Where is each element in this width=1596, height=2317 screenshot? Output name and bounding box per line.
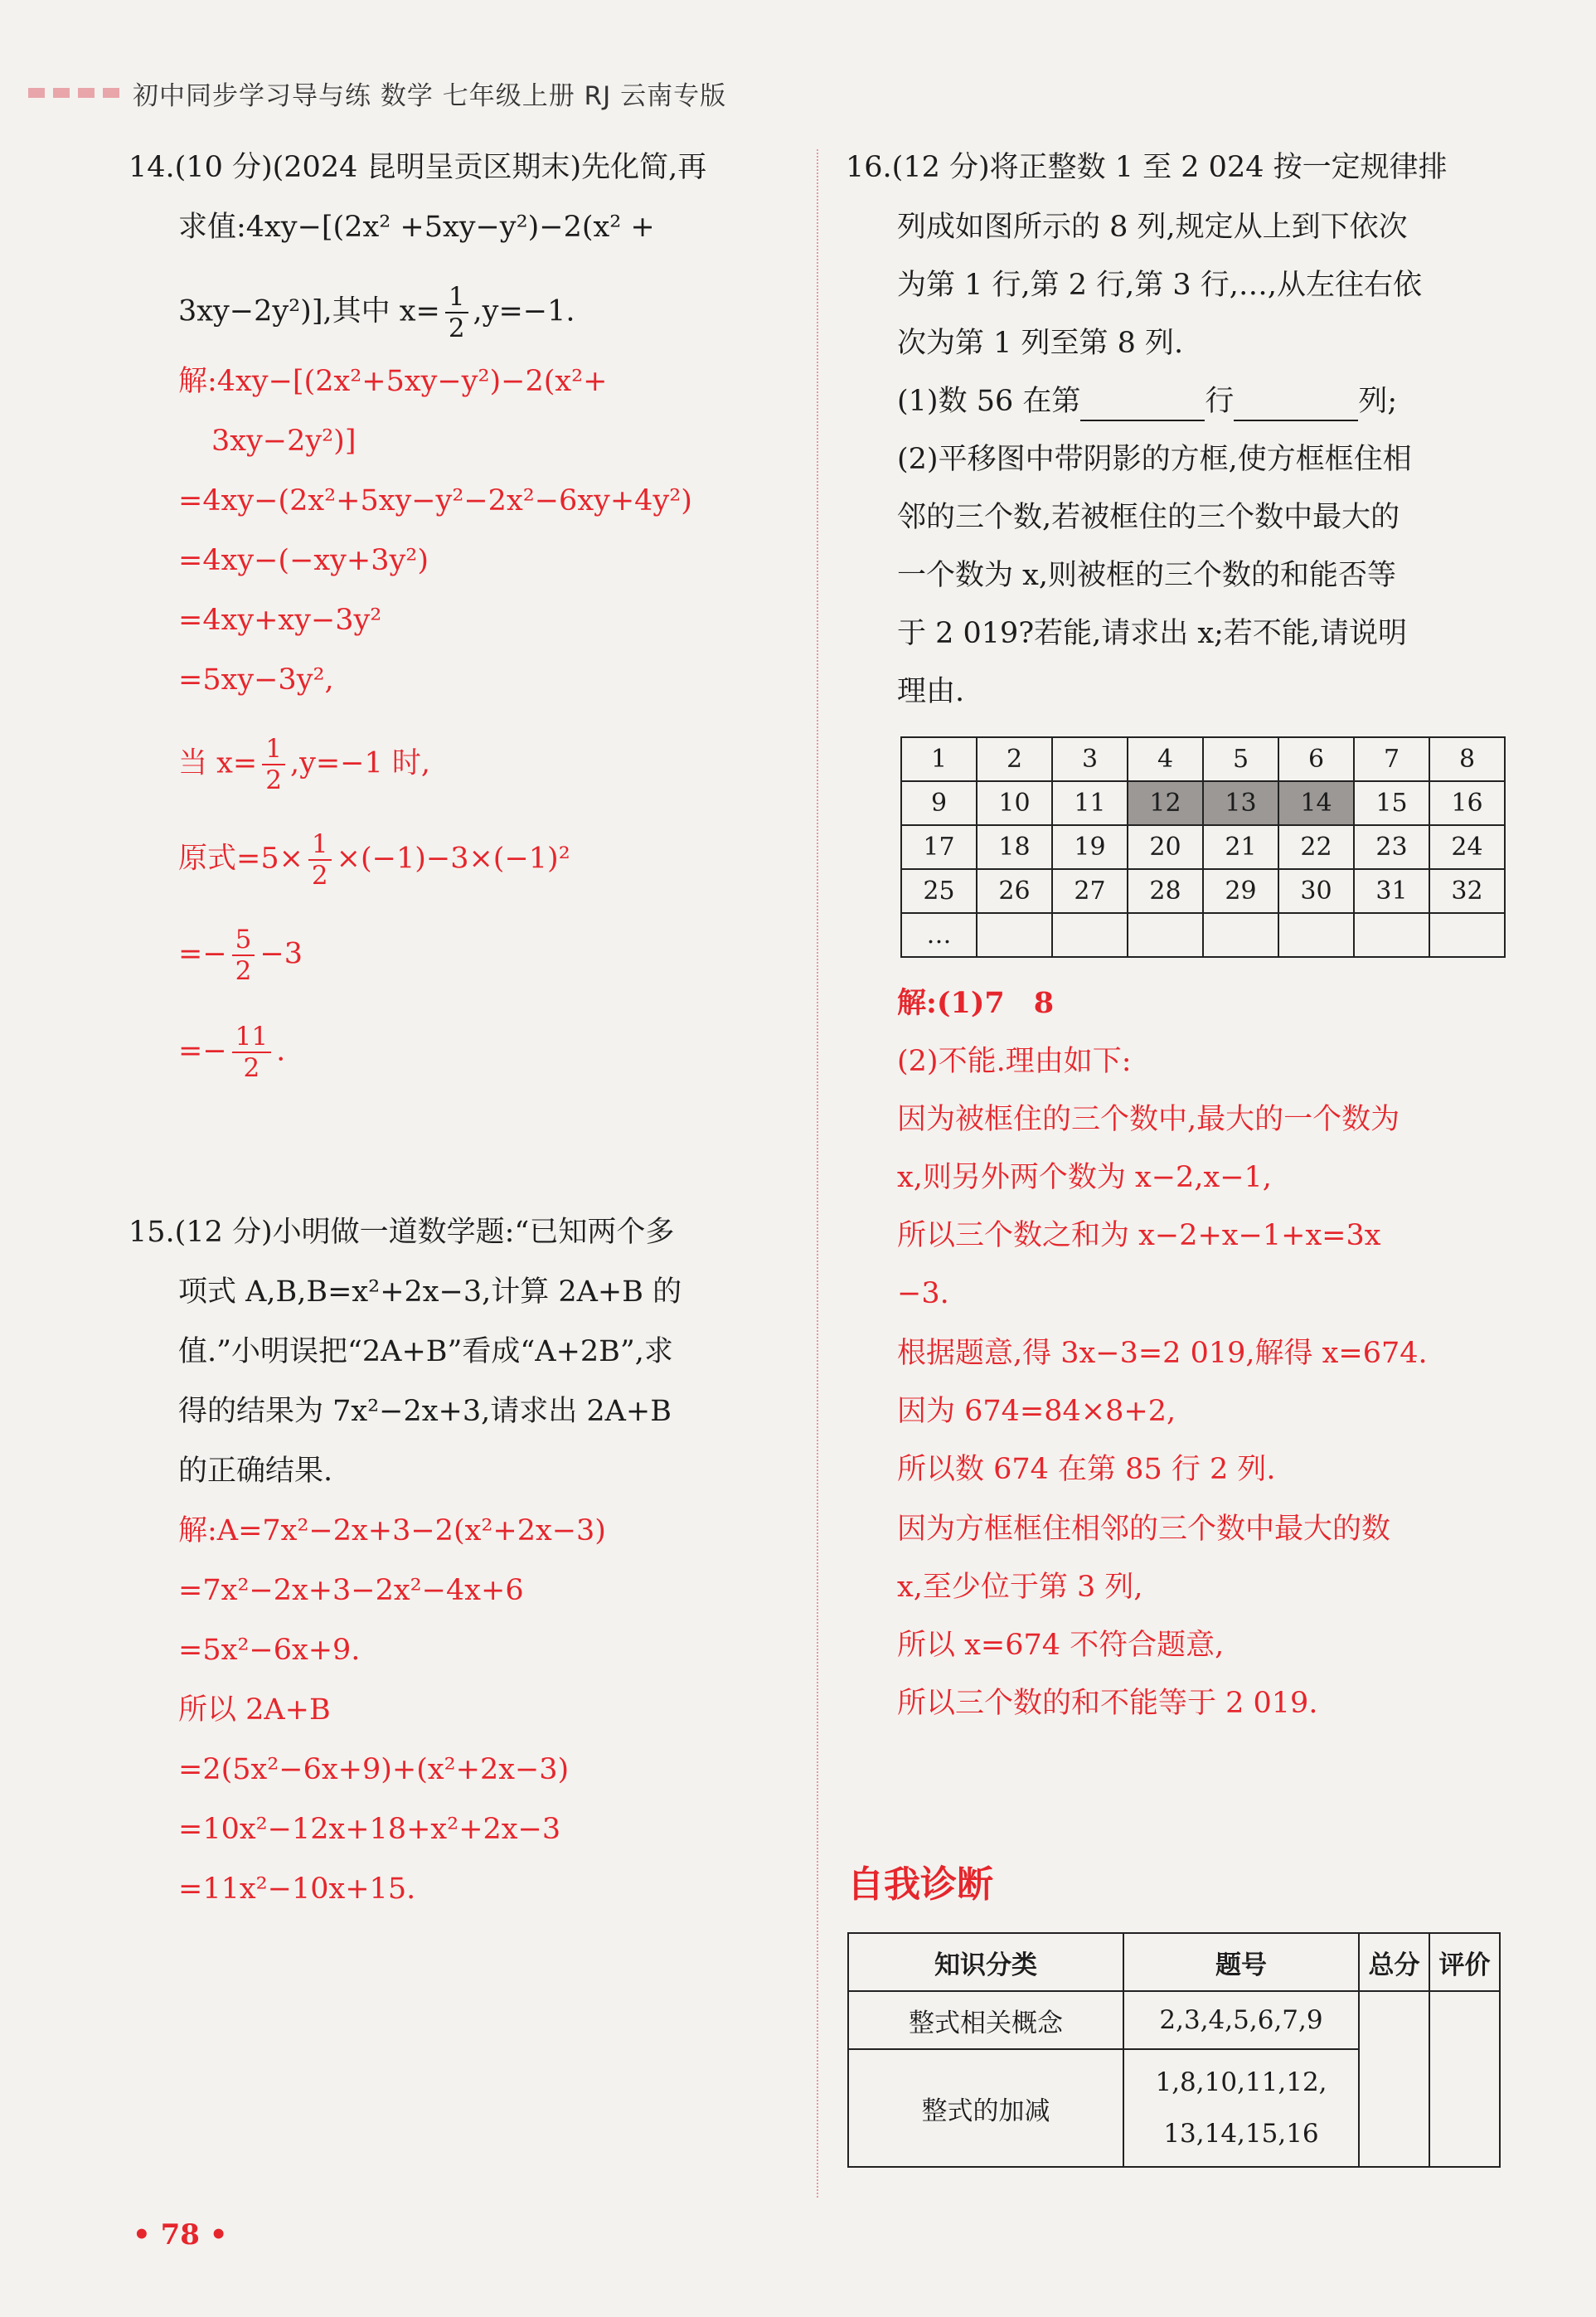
grid-cell: 8 <box>1429 737 1505 781</box>
row1-category: 整式相关概念 <box>848 1991 1123 2049</box>
grid-cell: 24 <box>1429 825 1505 869</box>
p16-solution-11: x,至少位于第 3 列, <box>897 1571 1143 1604</box>
grid-cell: 7 <box>1354 737 1429 781</box>
p16-question-line2: 列成如图所示的 8 列,规定从上到下依次 <box>897 211 1408 244</box>
grid-row <box>901 737 1505 781</box>
grid-cell: 12 <box>1128 781 1203 825</box>
header-items: 题号 <box>1123 1933 1359 1991</box>
grid-cell: 15 <box>1354 781 1429 825</box>
grid-cell: 29 <box>1203 869 1278 913</box>
grid-cell: … <box>901 913 977 957</box>
p14-solution-8: 原式=5× $\frac{1}{2}$ ×(−1)−3×(−1)² <box>178 829 570 891</box>
p15-solution-6: =10x²−12x+18+x²+2x−3 <box>178 1813 561 1846</box>
p14-solution-5: =4xy+xy−3y² <box>178 604 382 637</box>
p16-solution-7: 根据题意,得 3x−3=2 019,解得 x=674. <box>897 1337 1428 1370</box>
grid-cell: 17 <box>901 825 977 869</box>
p15-question-line1: 15.(12 分)小明做一道数学题:“已知两个多 <box>129 1216 675 1249</box>
grid-cell <box>1128 913 1203 957</box>
grid-cell: 6 <box>1278 737 1354 781</box>
header-evaluation: 评价 <box>1429 1933 1500 1991</box>
grid-cell: 23 <box>1354 825 1429 869</box>
row2-items-line1: 1,8,10,11,12, <box>1155 2067 1327 2097</box>
p16-solution-9: 所以数 674 在第 85 行 2 列. <box>897 1453 1276 1486</box>
p16-solution-12: 所以 x=674 不符合题意, <box>897 1629 1225 1662</box>
p15-solution-7: =11x²−10x+15. <box>178 1873 416 1906</box>
grid-cell: 10 <box>977 781 1052 825</box>
grid-cell: 1 <box>901 737 977 781</box>
p15-question-line2: 项式 A,B,B=x²+2x−3,计算 2A+B 的 <box>178 1275 682 1309</box>
p15-solution-2: =7x²−2x+3−2x²−4x+6 <box>178 1574 524 1607</box>
p15-question-line5: 的正确结果. <box>178 1455 333 1488</box>
grid-cell: 2 <box>977 737 1052 781</box>
grid-cell: 31 <box>1354 869 1429 913</box>
grid-cell: 32 <box>1429 869 1505 913</box>
grid-cell: 27 <box>1052 869 1128 913</box>
column-divider <box>817 149 818 2198</box>
p14-solution-6: =5xy−3y², <box>178 663 334 697</box>
p16-question-line4: 次为第 1 列至第 8 列. <box>897 327 1184 360</box>
grid-cell: 26 <box>977 869 1052 913</box>
grid-cell: 9 <box>901 781 977 825</box>
grid-row <box>901 869 1505 913</box>
p16-question-line9: 于 2 019?若能,请求出 x;若不能,请说明 <box>897 617 1407 650</box>
p14-solution-2: 3xy−2y²)] <box>211 425 357 458</box>
grid-cell <box>1429 913 1505 957</box>
grid-cell: 4 <box>1128 737 1203 781</box>
p16-solution-8: 因为 674=84×8+2, <box>897 1395 1176 1428</box>
p16-question-line3: 为第 1 行,第 2 行,第 3 行,…,从左往右依 <box>897 269 1423 302</box>
p14-solution-4: =4xy−(−xy+3y²) <box>178 544 429 577</box>
p14-question-line3: 3xy−2y²)],其中 x= $\frac{1}{2}$ ,y=−1. <box>178 282 575 343</box>
p14-solution-7: 当 x= $\frac{1}{2}$ ,y=−1 时, <box>178 734 431 795</box>
p16-question-line7: 邻的三个数,若被框住的三个数中最大的 <box>897 501 1400 534</box>
header-total: 总分 <box>1359 1933 1429 1991</box>
header-category: 知识分类 <box>848 1933 1123 1991</box>
grid-cell <box>977 913 1052 957</box>
diagnosis-title: 自我诊断 <box>847 1863 993 1906</box>
grid-cell: 21 <box>1203 825 1278 869</box>
number-grid <box>900 736 1506 958</box>
grid-cell: 11 <box>1052 781 1128 825</box>
evaluation-cell <box>1429 1991 1500 2167</box>
p15-solution-4: 所以 2A+B <box>178 1693 331 1727</box>
p14-solution-3: =4xy−(2x²+5xy−y²−2x²−6xy+4y²) <box>178 484 692 517</box>
p16-solution-2: (2)不能.理由如下: <box>897 1045 1132 1078</box>
grid-cell: 13 <box>1203 781 1278 825</box>
row2-items <box>1123 2049 1359 2167</box>
grid-cell: 30 <box>1278 869 1354 913</box>
header-title: 初中同步学习导与练 数学 七年级上册 RJ 云南专版 <box>133 80 727 111</box>
p16-solution-3: 因为被框住的三个数中,最大的一个数为 <box>897 1103 1400 1136</box>
grid-row <box>901 781 1505 825</box>
grid-cell: 20 <box>1128 825 1203 869</box>
grid-cell: 28 <box>1128 869 1203 913</box>
p16-solution-5: 所以三个数之和为 x−2+x−1+x=3x <box>897 1219 1381 1252</box>
grid-cell: 22 <box>1278 825 1354 869</box>
p16-question-line1: 16.(12 分)将正整数 1 至 2 024 按一定规律排 <box>846 151 1448 184</box>
p14-solution-10: =− $\frac{11}{2}$ . <box>178 1022 286 1083</box>
row2-category: 整式的加减 <box>848 2049 1123 2167</box>
diagnosis-table <box>847 1932 1501 2168</box>
answer-blank-column <box>1234 391 1358 421</box>
grid-cell: 19 <box>1052 825 1128 869</box>
grid-cell <box>1052 913 1128 957</box>
p15-solution-1: 解:A=7x²−2x+3−2(x²+2x−3) <box>178 1514 606 1547</box>
p15-solution-5: =2(5x²−6x+9)+(x²+2x−3) <box>178 1753 570 1786</box>
header-decoration <box>28 88 119 98</box>
row2-items-line2: 13,14,15,16 <box>1163 2119 1319 2149</box>
p15-solution-3: =5x²−6x+9. <box>178 1634 361 1667</box>
grid-row <box>901 825 1505 869</box>
row1-items: 2,3,4,5,6,7,9 <box>1123 1991 1359 2049</box>
grid-cell: 16 <box>1429 781 1505 825</box>
p16-solution-1: 解:(1)7 8 <box>897 986 1055 1020</box>
page-number: • 78 • <box>133 2218 228 2251</box>
grid-cell: 3 <box>1052 737 1128 781</box>
p16-question-line6: (2)平移图中带阴影的方框,使方框框住相 <box>897 443 1412 476</box>
p16-question-line5: (1)数 56 在第 行 列; <box>897 381 1397 421</box>
p16-solution-6: −3. <box>897 1277 949 1310</box>
grid-cell <box>1278 913 1354 957</box>
running-header <box>28 76 726 109</box>
grid-cell: 25 <box>901 869 977 913</box>
p14-question-line1: 14.(10 分)(2024 昆明呈贡区期末)先化简,再 <box>129 151 707 184</box>
p14-question-line2: 求值:4xy−[(2x² +5xy−y²)−2(x² + <box>178 211 655 244</box>
grid-row <box>901 913 1505 957</box>
p14-solution-1: 解:4xy−[(2x²+5xy−y²)−2(x²+ <box>178 365 608 398</box>
p16-question-line8: 一个数为 x,则被框的三个数的和能否等 <box>897 559 1396 592</box>
p16-solution-13: 所以三个数的和不能等于 2 019. <box>897 1687 1318 1720</box>
p15-question-line4: 得的结果为 7x²−2x+3,请求出 2A+B <box>178 1395 672 1428</box>
p15-question-line3: 值.”小明误把“2A+B”看成“A+2B”,求 <box>178 1335 673 1368</box>
grid-cell <box>1203 913 1278 957</box>
grid-cell: 18 <box>977 825 1052 869</box>
total-cell <box>1359 1991 1429 2167</box>
p14-solution-9: =− $\frac{5}{2}$ −3 <box>178 925 303 986</box>
p16-solution-4: x,则另外两个数为 x−2,x−1, <box>897 1161 1272 1194</box>
answer-blank-row <box>1080 391 1205 421</box>
grid-cell: 14 <box>1278 781 1354 825</box>
p16-solution-10: 因为方框框住相邻的三个数中最大的数 <box>897 1513 1391 1546</box>
grid-cell <box>1354 913 1429 957</box>
grid-cell: 5 <box>1203 737 1278 781</box>
p16-question-line10: 理由. <box>897 675 965 708</box>
